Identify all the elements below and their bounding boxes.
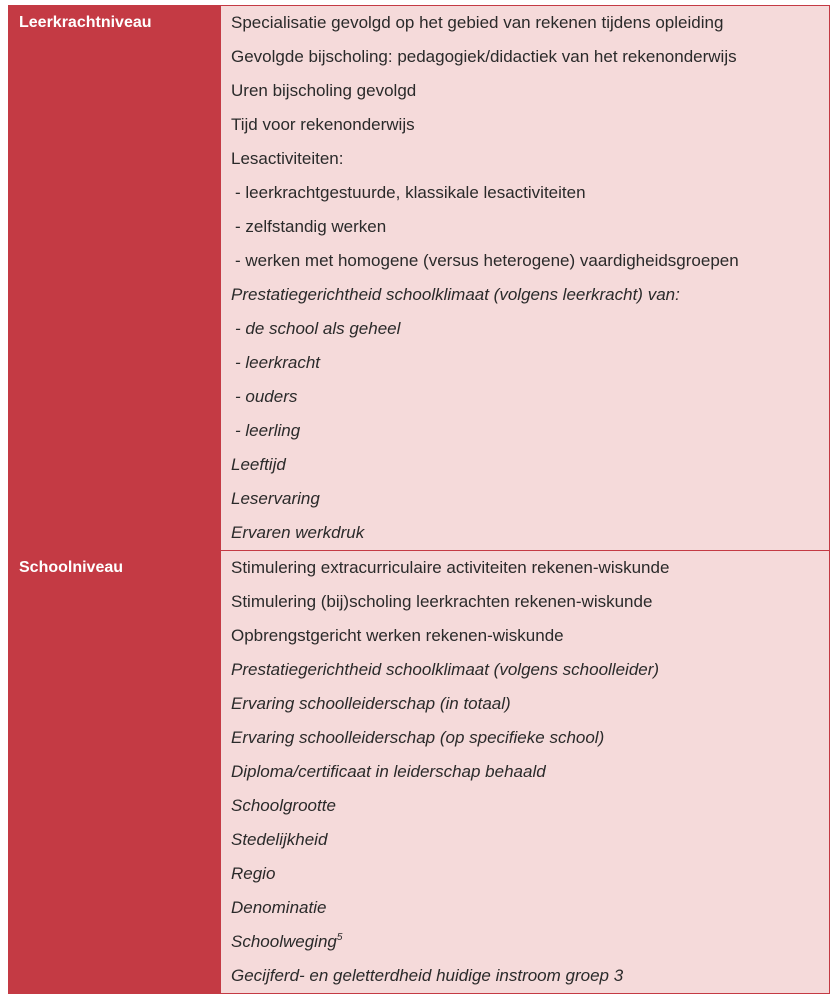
table-row [231,755,829,789]
row-text: Diploma/certificaat in leiderschap behaald [231,762,546,781]
row-text: Uren bijscholing gevolgd [231,81,417,100]
row-text: Leeftijd [231,455,286,474]
row-text: Stimulering (bij)scholing leerkrachten rekenen-wiskunde [231,592,653,611]
table-row [231,619,829,653]
table-row [231,6,829,40]
row-text: Specialisatie gevolgd op het gebied van rekenen tijdens opleiding [231,13,724,32]
table-row [231,74,829,108]
row-text: Tijd voor rekenonderwijs [231,115,415,134]
table-row [231,176,829,210]
table-row [231,585,829,619]
table-row [231,823,829,857]
table-row [231,244,829,278]
row-text: Prestatiegerichtheid schoolklimaat (volgens leerkracht) van: [231,285,680,304]
row-text: Regio [231,864,276,883]
table-row [231,278,829,312]
table-row [231,959,829,993]
row-text: Opbrengstgericht werken rekenen-wiskunde [231,626,564,645]
table-row [231,721,829,755]
table-row [231,142,829,176]
table-row [231,687,829,721]
row-text: Lesactiviteiten: [231,149,344,168]
row-text: - leerkracht [235,353,321,372]
footnote-marker: 5 [336,932,343,943]
row-text: Denominatie [231,898,327,917]
row-text: - de school als geheel [235,319,401,338]
row-text: Stimulering extracurriculaire activiteiten rekenen-wiskunde [231,558,670,577]
row-text: - werken met homogene (versus heterogene) vaardigheidsgroepen [235,251,739,270]
table-row [231,312,829,346]
table-row [231,516,829,550]
variables-table [8,5,830,994]
section-items [220,551,829,993]
section-label: Leerkrachtniveau [9,6,220,550]
row-text: Gecijferd- en geletterdheid huidige instroom groep 3 [231,966,624,985]
table-row [231,210,829,244]
row-text: Prestatiegerichtheid schoolklimaat (volgens schoolleider) [231,660,660,679]
table-row [231,925,829,959]
table-row [231,653,829,687]
row-text: Ervaren werkdruk [231,523,365,542]
table-row [231,346,829,380]
table-row [231,108,829,142]
table-row [231,551,829,585]
table-row [231,857,829,891]
row-text: - zelfstandig werken [235,217,387,236]
section-schoolniveau [9,550,829,993]
table-row [231,40,829,74]
section-items [220,6,829,550]
row-text: Leservaring [231,489,320,508]
table-row [231,380,829,414]
row-text: - ouders [235,387,298,406]
table-row [231,414,829,448]
table-row [231,448,829,482]
row-text: Ervaring schoolleiderschap (in totaal) [231,694,511,713]
table-row [231,891,829,925]
table-row [231,482,829,516]
row-text: Schoolgrootte [231,796,336,815]
row-text: Ervaring schoolleiderschap (op specifieke school) [231,728,605,747]
row-text: - leerling [235,421,301,440]
row-text: Gevolgde bijscholing: pedagogiek/didactiek van het rekenonderwijs [231,47,737,66]
section-leerkrachtniveau [9,6,829,550]
row-text: Schoolweging [231,932,337,951]
row-text: - leerkrachtgestuurde, klassikale lesactiviteiten [235,183,586,202]
row-text: Stedelijkheid [231,830,328,849]
section-label: Schoolniveau [9,551,220,993]
table-row [231,789,829,823]
